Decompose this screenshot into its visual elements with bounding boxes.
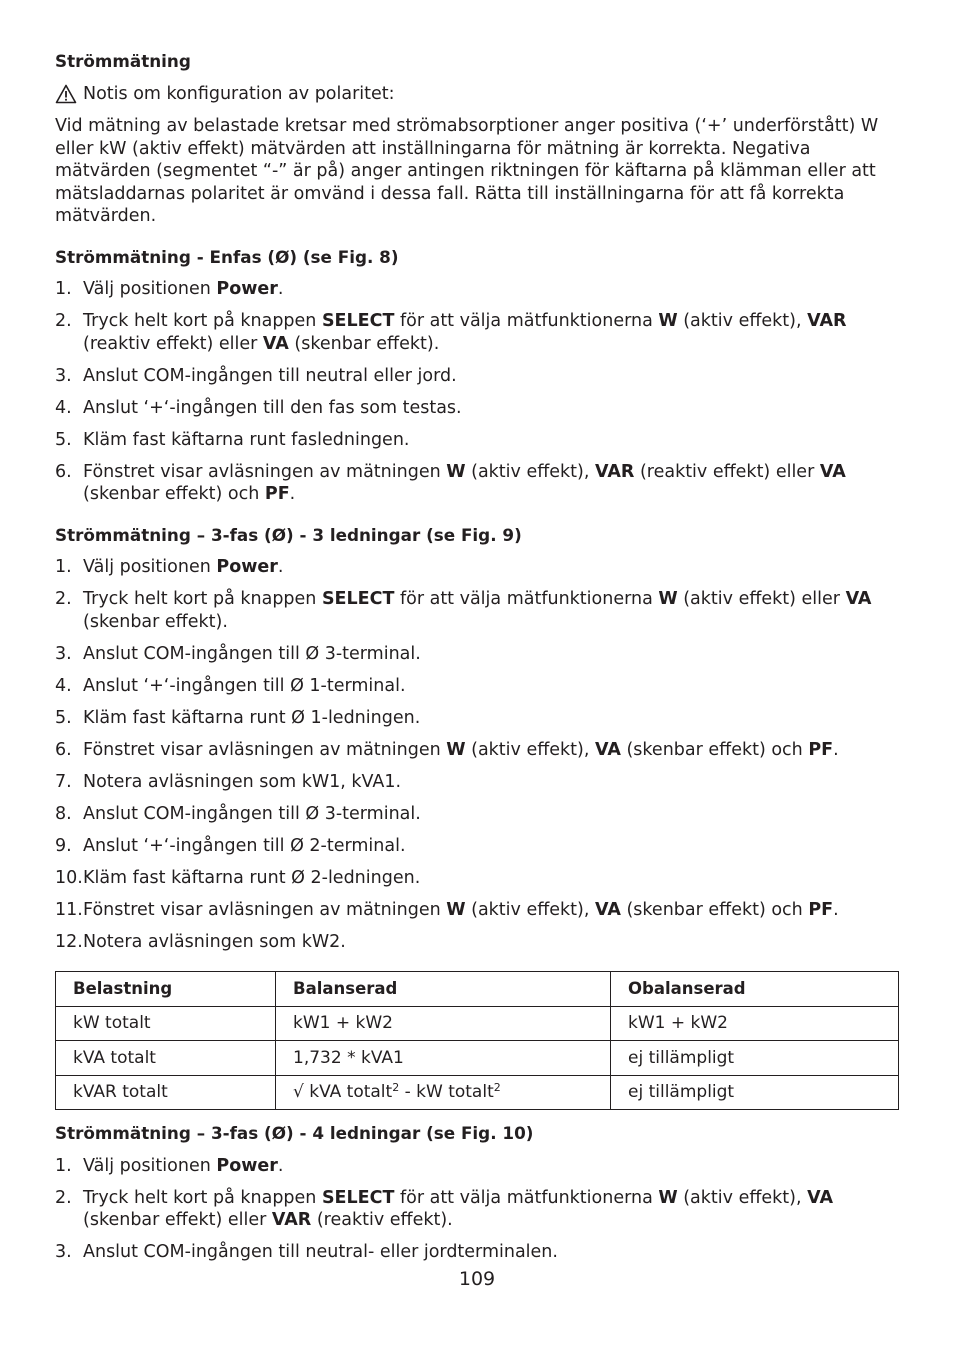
text-segment: Anslut COM-ingången till neutral eller jord.: [83, 365, 457, 386]
section-heading-single-phase: Strömmätning - Enfas (Ø) (se Fig. 8): [55, 246, 399, 267]
step-text: [83, 310, 901, 355]
text-segment: .: [289, 484, 296, 504]
table-header-row: [56, 972, 899, 1007]
step-text: [83, 899, 901, 922]
text-segment: (skenbar effekt).: [83, 611, 228, 632]
text-segment: (aktiv effekt),: [465, 461, 595, 482]
list-item: [55, 707, 901, 730]
text-segment: Tryck helt kort på knappen: [83, 311, 322, 331]
text-segment: för att välja mätfunktionerna: [394, 311, 659, 331]
bold-term: W: [446, 461, 466, 482]
text-segment: Anslut ‘+‘-ingången till Ø 1-terminal.: [83, 675, 406, 696]
superscript: 2: [392, 1081, 400, 1094]
bold-term: VA: [845, 589, 872, 609]
list-item: [55, 1155, 901, 1178]
text-segment: .: [833, 899, 839, 920]
list-item: [55, 278, 901, 301]
table-cell-formula: [276, 1075, 611, 1110]
step-text: [83, 867, 901, 890]
step-number: 10.: [55, 867, 83, 888]
text-segment: (aktiv effekt),: [465, 739, 595, 760]
bold-term: W: [446, 899, 466, 920]
bold-term: SELECT: [321, 589, 395, 609]
text-segment: (reaktiv effekt) eller: [634, 461, 820, 482]
text-segment: (skenbar effekt) och: [620, 899, 809, 920]
text-segment: Kläm fast käftarna runt fasledningen.: [83, 429, 410, 450]
step-text: [83, 835, 901, 858]
text-segment: (aktiv effekt),: [677, 311, 808, 331]
step-text: [83, 397, 901, 420]
step-number: 5.: [55, 707, 72, 728]
list-item: [55, 310, 901, 355]
text-segment: (aktiv effekt),: [677, 1187, 808, 1208]
text-segment: (reaktiv effekt).: [311, 1210, 453, 1230]
bold-term: W: [658, 589, 678, 609]
bold-term: VAR: [595, 461, 635, 482]
table-row: [56, 1006, 899, 1041]
text-segment: .: [277, 557, 284, 577]
text-segment: Tryck helt kort på knappen: [83, 589, 322, 609]
section-heading-three-phase-four-wire: Strömmätning – 3-fas (Ø) - 4 ledningar (se Fig. 10): [55, 1123, 534, 1143]
list-item: [55, 365, 901, 388]
polarity-notice: [55, 83, 901, 106]
text-segment: (skenbar effekt) och: [83, 484, 265, 504]
text-segment: Välj positionen: [83, 1155, 217, 1176]
step-number: 7.: [55, 771, 72, 792]
text-segment: Välj positionen: [83, 557, 217, 577]
bold-term: VA: [807, 1187, 834, 1208]
step-text: [83, 461, 901, 506]
bold-term: Power: [216, 1155, 278, 1176]
step-text: [83, 739, 901, 762]
text-segment: (skenbar effekt) och: [620, 739, 809, 760]
list-item: [55, 1241, 901, 1264]
section-heading-three-phase-three-wire: Strömmätning – 3-fas (Ø) - 3 ledningar (se Fig. 9): [55, 524, 522, 545]
bold-term: VA: [819, 461, 846, 482]
bold-term: W: [658, 1187, 678, 1208]
text-segment: (skenbar effekt) eller: [83, 1210, 272, 1230]
step-text: [83, 771, 901, 794]
list-item: [55, 739, 901, 762]
steps-list-three-phase-four-wire: [55, 1155, 901, 1264]
list-item: [55, 931, 901, 954]
step-number: 9.: [55, 835, 72, 856]
text-segment: .: [833, 739, 839, 760]
step-text: [83, 931, 901, 954]
list-item: [55, 1187, 901, 1232]
steps-list-single-phase: [55, 278, 901, 506]
text-segment: Tryck helt kort på knappen: [83, 1187, 322, 1208]
list-item: [55, 588, 901, 633]
notice-text: Notis om konfiguration av polaritet:: [83, 83, 395, 104]
bold-term: VA: [262, 333, 289, 354]
bold-term: W: [658, 311, 678, 331]
step-number: 12.: [55, 931, 83, 952]
list-item: [55, 675, 901, 698]
list-item: [55, 643, 901, 666]
table-header-cell: Balanserad: [276, 972, 611, 1007]
bold-term: Power: [216, 279, 278, 299]
bold-term: VAR: [807, 311, 847, 331]
text-segment: .: [277, 1155, 284, 1176]
step-text: [83, 1241, 901, 1264]
table-cell: kW1 + kW2: [611, 1006, 899, 1041]
table-row: [56, 1075, 899, 1110]
load-table: [55, 971, 899, 1110]
text-segment: (skenbar effekt).: [288, 333, 440, 354]
bold-term: PF: [808, 899, 834, 920]
list-item: [55, 429, 901, 452]
step-number: 1.: [55, 1155, 72, 1176]
text-segment: (reaktiv effekt) eller: [83, 333, 263, 354]
table-header-cell: Belastning: [56, 972, 276, 1007]
formula-part: √ kVA totalt: [293, 1082, 393, 1102]
text-segment: Välj positionen: [83, 279, 217, 299]
bold-term: SELECT: [321, 311, 395, 331]
text-segment: .: [277, 279, 284, 299]
text-segment: för att välja mätfunktionerna: [394, 1187, 659, 1208]
text-segment: Fönstret visar avläsningen av mätningen: [83, 739, 447, 760]
bold-term: VA: [595, 899, 621, 920]
step-text: [83, 675, 901, 698]
table-cell: kW totalt: [56, 1006, 276, 1041]
text-segment: för att välja mätfunktionerna: [394, 589, 659, 609]
text-segment: Kläm fast käftarna runt Ø 1-ledningen.: [83, 707, 421, 728]
step-number: 6.: [55, 739, 72, 760]
step-number: 2.: [55, 589, 72, 609]
list-item: [55, 835, 901, 858]
bold-term: PF: [264, 484, 290, 504]
list-item: [55, 461, 901, 506]
table-header-cell: Obalanserad: [611, 972, 899, 1007]
page-title: Strömmätning: [55, 51, 191, 71]
list-item: [55, 899, 901, 922]
step-number: 4.: [55, 675, 72, 696]
list-item: [55, 867, 901, 890]
step-number: 2.: [55, 1187, 72, 1208]
table-cell: 1,732 * kVA1: [276, 1041, 611, 1076]
step-text: [83, 803, 901, 826]
step-number: 1.: [55, 557, 72, 577]
page-number: 109: [458, 1268, 496, 1290]
bold-term: W: [446, 739, 466, 760]
text-segment: Kläm fast käftarna runt Ø 2-ledningen.: [83, 867, 421, 888]
text-segment: Anslut ‘+‘-ingången till den fas som testas.: [83, 397, 462, 418]
step-text: [83, 556, 901, 579]
text-segment: (aktiv effekt) eller: [677, 589, 846, 609]
step-number: 11.: [55, 899, 83, 920]
text-segment: Anslut COM-ingången till Ø 3-terminal.: [83, 803, 421, 824]
document-page: [55, 50, 901, 1264]
text-segment: Fönstret visar avläsningen av mätningen: [83, 899, 447, 920]
formula-part: - kW totalt: [399, 1082, 494, 1102]
warning-icon: [55, 84, 77, 104]
step-number: 1.: [55, 279, 72, 299]
bold-term: VA: [595, 739, 621, 760]
table-cell: kVAR totalt: [56, 1075, 276, 1110]
step-number: 3.: [55, 365, 72, 386]
step-number: 5.: [55, 429, 72, 450]
step-text: [83, 365, 901, 388]
intro-paragraph: Vid mätning av belastade kretsar med strömabsorptioner anger positiva (‘+’ underförstått) W eller kW (aktiv effekt) mätvärden att inställningarna för mätning är korrekta. Negativa mätvärden (segmentet “-” är på) anger antingen riktningen för käftarna på klämman eller att mätsladdarnas polaritet är omvänd i dessa fall. Rätta till inställningarna för att få korrekta mätvärden.: [55, 116, 879, 226]
table-row: [56, 1041, 899, 1076]
table-cell: ej tillämpligt: [611, 1041, 899, 1076]
text-segment: Notera avläsningen som kW2.: [83, 931, 346, 952]
step-number: 4.: [55, 397, 72, 418]
text-segment: Anslut COM-ingången till Ø 3-terminal.: [83, 643, 421, 664]
text-segment: (aktiv effekt),: [465, 899, 595, 920]
text-segment: Anslut ‘+‘-ingången till Ø 2-terminal.: [83, 835, 406, 856]
text-segment: Notera avläsningen som kW1, kVA1.: [83, 771, 402, 792]
list-item: [55, 556, 901, 579]
step-number: 2.: [55, 311, 72, 331]
step-text: [83, 429, 901, 452]
superscript: 2: [493, 1081, 501, 1094]
step-text: [83, 643, 901, 666]
step-number: 3.: [55, 643, 72, 664]
steps-list-three-phase-three-wire: [55, 556, 901, 953]
table-cell: kW1 + kW2: [276, 1006, 611, 1041]
step-text: [83, 1155, 901, 1178]
table-cell: ej tillämpligt: [611, 1075, 899, 1110]
step-text: [83, 588, 901, 633]
bold-term: SELECT: [321, 1187, 395, 1208]
bold-term: VAR: [271, 1210, 312, 1230]
table-cell: kVA totalt: [56, 1041, 276, 1076]
step-number: 3.: [55, 1242, 72, 1262]
list-item: [55, 771, 901, 794]
bold-term: PF: [808, 739, 834, 760]
list-item: [55, 803, 901, 826]
step-text: [83, 707, 901, 730]
step-text: [83, 1187, 901, 1232]
step-text: [83, 278, 901, 301]
step-number: 8.: [55, 803, 72, 824]
bold-term: Power: [216, 557, 278, 577]
text-segment: Fönstret visar avläsningen av mätningen: [83, 461, 447, 482]
list-item: [55, 397, 901, 420]
step-number: 6.: [55, 461, 72, 482]
text-segment: Anslut COM-ingången till neutral- eller jordterminalen.: [83, 1242, 558, 1262]
